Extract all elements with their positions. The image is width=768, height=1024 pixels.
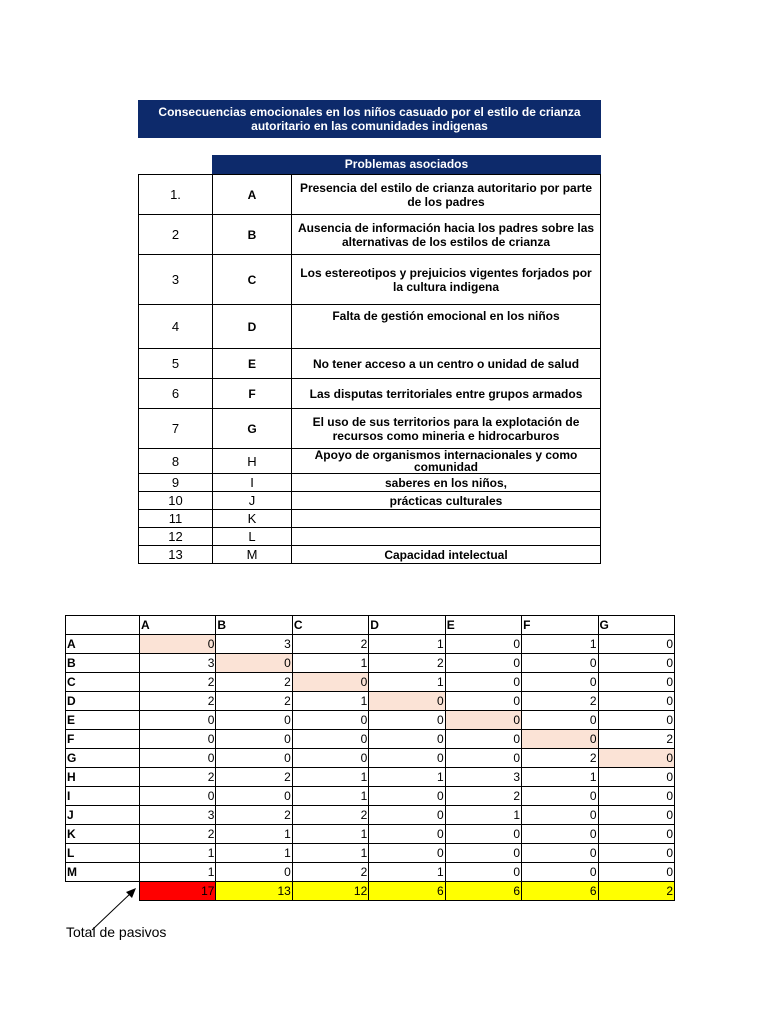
problem-letter: K	[213, 510, 292, 528]
matrix-row-header: H	[66, 768, 140, 787]
matrix-row	[66, 711, 675, 730]
matrix-cell: 2	[445, 787, 521, 806]
matrix-cell: 2	[140, 673, 216, 692]
problem-letter: C	[213, 255, 292, 305]
problem-letter: G	[213, 409, 292, 449]
matrix-cell: 0	[216, 749, 292, 768]
matrix-cell: 2	[598, 730, 674, 749]
matrix-cell: 3	[216, 635, 292, 654]
matrix-cell: 1	[369, 863, 445, 882]
matrix-cell: 2	[522, 749, 598, 768]
problem-number: 2	[139, 215, 213, 255]
matrix-cell: 0	[522, 711, 598, 730]
matrix-cell: 1	[369, 635, 445, 654]
matrix-cell: 0	[216, 787, 292, 806]
matrix-cell: 0	[445, 730, 521, 749]
matrix-row	[66, 654, 675, 673]
matrix-cell: 0	[522, 844, 598, 863]
matrix-cell: 0	[522, 806, 598, 825]
matrix-cell: 0	[445, 635, 521, 654]
matrix-total-cell: 12	[292, 882, 368, 901]
matrix-total-cell: 6	[522, 882, 598, 901]
matrix-cell: 1	[292, 692, 368, 711]
problem-row	[139, 449, 601, 474]
matrix-cell: 0	[598, 844, 674, 863]
matrix-row-header: D	[66, 692, 140, 711]
problem-number: 8	[139, 449, 213, 474]
matrix-cell: 0	[522, 787, 598, 806]
matrix-cell: 2	[292, 806, 368, 825]
matrix-row	[66, 825, 675, 844]
matrix-cell: 2	[292, 863, 368, 882]
problem-letter: L	[213, 528, 292, 546]
matrix-cell: 1	[369, 768, 445, 787]
matrix-cell: 1	[369, 673, 445, 692]
matrix-cell: 0	[522, 825, 598, 844]
matrix-cell: 1	[292, 768, 368, 787]
matrix-cell: 3	[140, 806, 216, 825]
matrix-cell: 0	[598, 825, 674, 844]
problem-letter: D	[213, 305, 292, 349]
matrix-column-header: B	[216, 616, 292, 635]
matrix-cell: 0	[522, 863, 598, 882]
matrix-cell: 0	[445, 673, 521, 692]
matrix-cell: 0	[216, 863, 292, 882]
problem-description: Falta de gestión emocional en los niños	[292, 305, 601, 349]
matrix-cell: 2	[140, 692, 216, 711]
matrix-cell: 0	[522, 654, 598, 673]
matrix-cell: 0	[445, 711, 521, 730]
matrix-cell: 1	[292, 844, 368, 863]
matrix-corner-cell	[66, 616, 140, 635]
problem-number: 9	[139, 474, 213, 492]
matrix-cell: 0	[522, 730, 598, 749]
problem-row	[139, 474, 601, 492]
matrix-cell: 0	[140, 711, 216, 730]
problem-description: Las disputas territoriales entre grupos armados	[292, 379, 601, 409]
matrix-cell: 0	[445, 844, 521, 863]
matrix-cell: 0	[216, 654, 292, 673]
matrix-cell: 0	[216, 730, 292, 749]
problem-letter: M	[213, 546, 292, 564]
problem-row	[139, 215, 601, 255]
matrix-row	[66, 749, 675, 768]
matrix-column-header: G	[598, 616, 674, 635]
matrix-row	[66, 768, 675, 787]
matrix-row-header: J	[66, 806, 140, 825]
matrix-cell: 0	[292, 673, 368, 692]
matrix-cell: 0	[445, 863, 521, 882]
matrix-cell: 2	[216, 806, 292, 825]
influence-matrix	[65, 615, 675, 901]
problem-description: Los estereotipos y prejuicios vigentes forjados por la cultura indigena	[292, 255, 601, 305]
matrix-cell: 0	[598, 787, 674, 806]
matrix-cell: 2	[292, 635, 368, 654]
problem-number: 4	[139, 305, 213, 349]
matrix-cell: 0	[445, 749, 521, 768]
matrix-cell: 2	[140, 825, 216, 844]
matrix-row-header: F	[66, 730, 140, 749]
matrix-row	[66, 692, 675, 711]
matrix-column-header: C	[292, 616, 368, 635]
matrix-total-cell: 13	[216, 882, 292, 901]
matrix-column-header: A	[140, 616, 216, 635]
problem-description: saberes en los niños,	[292, 474, 601, 492]
problem-row	[139, 349, 601, 379]
matrix-cell: 0	[598, 768, 674, 787]
matrix-row-header: K	[66, 825, 140, 844]
matrix-totals-row	[66, 882, 675, 901]
problem-description	[292, 510, 601, 528]
problem-description: No tener acceso a un centro o unidad de salud	[292, 349, 601, 379]
matrix-row-header: I	[66, 787, 140, 806]
problems-header: Problemas asociados	[212, 155, 601, 174]
matrix-cell: 0	[445, 654, 521, 673]
matrix-row-header: A	[66, 635, 140, 654]
matrix-cell: 0	[140, 730, 216, 749]
matrix-cell: 1	[292, 787, 368, 806]
problem-number: 5	[139, 349, 213, 379]
problem-row	[139, 175, 601, 215]
problem-letter: F	[213, 379, 292, 409]
matrix-cell: 0	[369, 844, 445, 863]
matrix-row	[66, 863, 675, 882]
matrix-row	[66, 806, 675, 825]
problem-number: 12	[139, 528, 213, 546]
problem-letter: I	[213, 474, 292, 492]
problem-row	[139, 492, 601, 510]
matrix-cell: 0	[598, 635, 674, 654]
matrix-row-header: M	[66, 863, 140, 882]
matrix-column-header: F	[522, 616, 598, 635]
matrix-row-header: C	[66, 673, 140, 692]
problem-row	[139, 379, 601, 409]
problem-letter: J	[213, 492, 292, 510]
problem-number: 13	[139, 546, 213, 564]
problem-description	[292, 528, 601, 546]
matrix-cell: 0	[598, 711, 674, 730]
problem-number: 1.	[139, 175, 213, 215]
matrix-cell: 0	[140, 787, 216, 806]
matrix-cell: 1	[522, 768, 598, 787]
matrix-row	[66, 844, 675, 863]
matrix-cell: 0	[598, 654, 674, 673]
matrix-cell: 0	[292, 711, 368, 730]
matrix-cell: 1	[216, 825, 292, 844]
total-pasivos-note: Total de pasivos	[66, 924, 167, 940]
matrix-cell: 3	[445, 768, 521, 787]
matrix-cell: 0	[369, 730, 445, 749]
problem-number: 11	[139, 510, 213, 528]
matrix-cell: 2	[216, 673, 292, 692]
matrix-total-cell: 6	[445, 882, 521, 901]
problem-row	[139, 546, 601, 564]
matrix-cell: 1	[292, 825, 368, 844]
matrix-cell: 2	[369, 654, 445, 673]
problem-number: 7	[139, 409, 213, 449]
document-title: Consecuencias emocionales en los niños casuado por el estilo de crianza autoritario en las comunidades indigenas	[138, 100, 601, 138]
matrix-row	[66, 673, 675, 692]
matrix-cell: 0	[140, 749, 216, 768]
matrix-cell: 0	[445, 825, 521, 844]
matrix-cell: 0	[598, 692, 674, 711]
problem-description: Capacidad intelectual	[292, 546, 601, 564]
matrix-cell: 3	[140, 654, 216, 673]
matrix-cell: 0	[369, 711, 445, 730]
problem-letter: E	[213, 349, 292, 379]
matrix-cell: 1	[292, 654, 368, 673]
matrix-cell: 0	[598, 673, 674, 692]
matrix-cell: 1	[522, 635, 598, 654]
matrix-total-cell: 17	[140, 882, 216, 901]
matrix-total-cell: 6	[369, 882, 445, 901]
matrix-cell: 0	[292, 749, 368, 768]
matrix-cell: 1	[445, 806, 521, 825]
problem-description: Ausencia de información hacia los padres sobre las alternativas de los estilos de crianza	[292, 215, 601, 255]
problems-table	[138, 174, 601, 564]
problem-row	[139, 409, 601, 449]
matrix-cell: 0	[598, 749, 674, 768]
matrix-cell: 1	[216, 844, 292, 863]
matrix-cell: 2	[140, 768, 216, 787]
matrix-cell: 0	[369, 749, 445, 768]
problem-row	[139, 305, 601, 349]
matrix-column-header: D	[369, 616, 445, 635]
matrix-cell: 1	[140, 844, 216, 863]
problem-description: Apoyo de organismos internacionales y como comunidad	[292, 449, 601, 474]
matrix-cell: 0	[369, 692, 445, 711]
matrix-cell: 0	[598, 863, 674, 882]
problem-number: 3	[139, 255, 213, 305]
matrix-header-row	[66, 616, 675, 635]
problem-description: prácticas culturales	[292, 492, 601, 510]
matrix-row-header: G	[66, 749, 140, 768]
problem-row	[139, 528, 601, 546]
matrix-column-header: E	[445, 616, 521, 635]
matrix-cell: 0	[369, 806, 445, 825]
problem-letter: H	[213, 449, 292, 474]
matrix-row-header: B	[66, 654, 140, 673]
matrix-row-header: E	[66, 711, 140, 730]
matrix-cell: 2	[216, 768, 292, 787]
problem-letter: A	[213, 175, 292, 215]
matrix-cell: 0	[445, 692, 521, 711]
matrix-cell: 2	[522, 692, 598, 711]
matrix-cell: 1	[140, 863, 216, 882]
matrix-cell: 0	[369, 787, 445, 806]
matrix-row	[66, 635, 675, 654]
matrix-cell: 0	[522, 673, 598, 692]
problem-number: 6	[139, 379, 213, 409]
matrix-row	[66, 730, 675, 749]
matrix-cell: 2	[216, 692, 292, 711]
problem-letter: B	[213, 215, 292, 255]
matrix-cell: 0	[598, 806, 674, 825]
problem-description: Presencia del estilo de crianza autoritario por parte de los padres	[292, 175, 601, 215]
matrix-row-header: L	[66, 844, 140, 863]
problem-number: 10	[139, 492, 213, 510]
problem-description: El uso de sus territorios para la explotación de recursos como mineria e hidrocarburos	[292, 409, 601, 449]
problem-row	[139, 255, 601, 305]
matrix-cell: 0	[216, 711, 292, 730]
matrix-cell: 0	[369, 825, 445, 844]
matrix-cell: 0	[140, 635, 216, 654]
matrix-total-cell: 2	[598, 882, 674, 901]
problem-row	[139, 510, 601, 528]
matrix-cell: 0	[292, 730, 368, 749]
matrix-row	[66, 787, 675, 806]
